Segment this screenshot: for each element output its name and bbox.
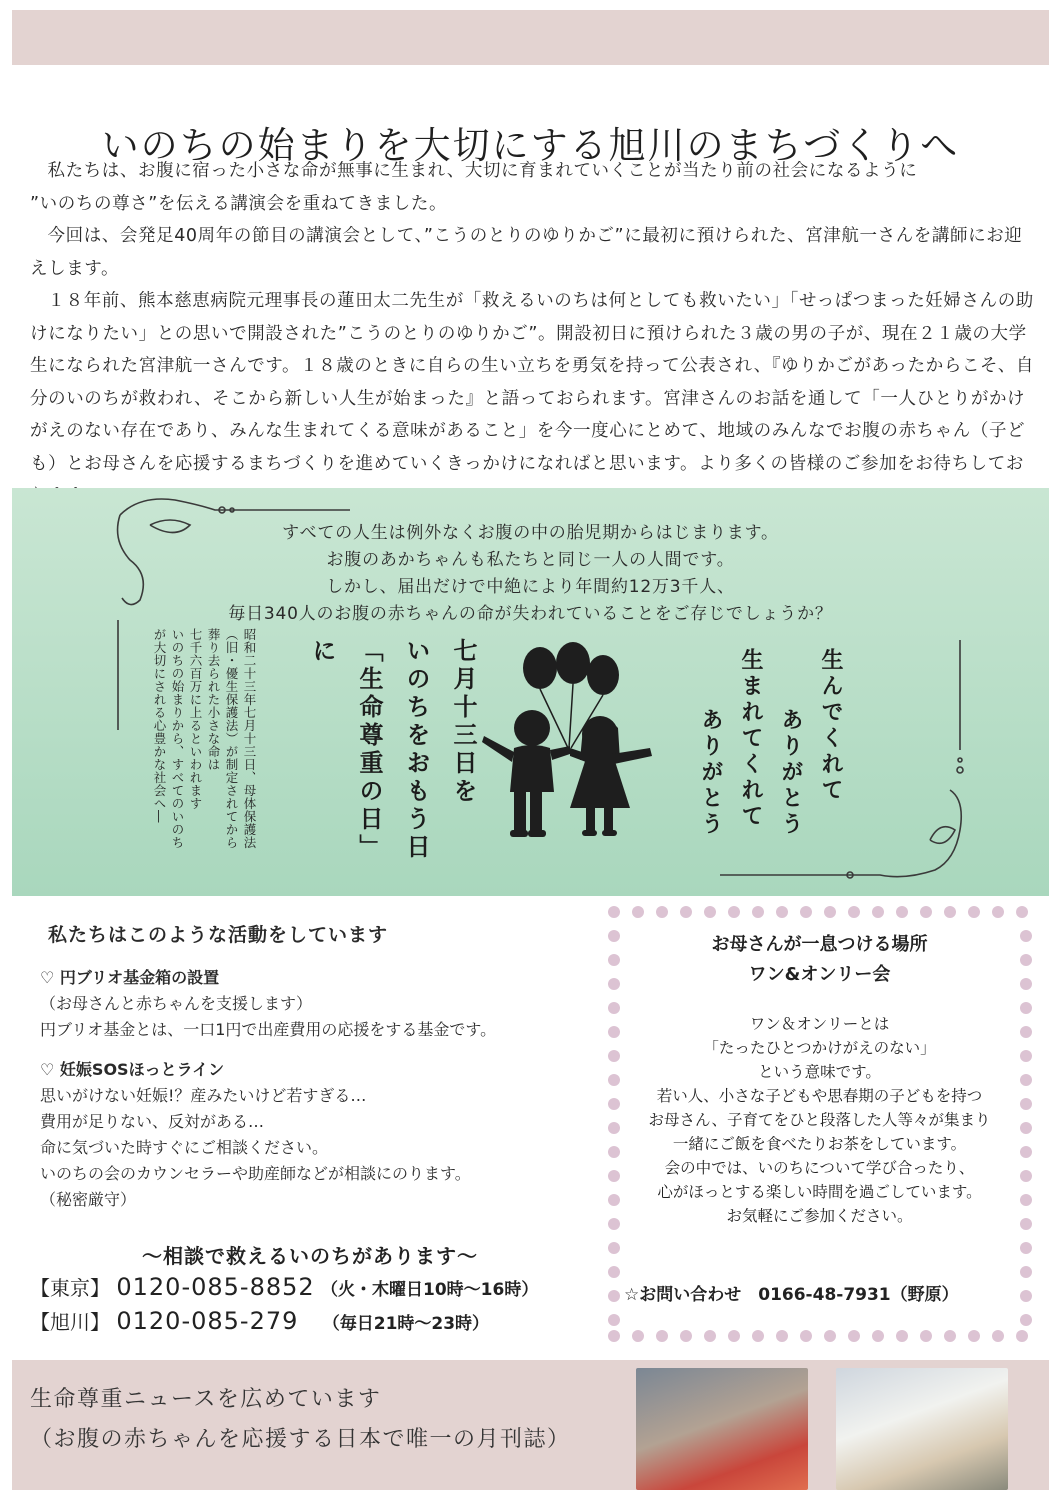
history-line: （旧・優生保護法）が制定されてから: [224, 628, 239, 849]
phone-hours: （毎日21時〜23時）: [322, 1314, 490, 1334]
phone-number[interactable]: 0120-085-279: [116, 1307, 299, 1335]
thanks-line: 生んでくれて: [818, 648, 843, 804]
box-body: [617, 1012, 1022, 1228]
activity-heading: ♡ 妊娠SOSほっとライン: [40, 1060, 225, 1079]
history-vertical-text: [150, 628, 258, 878]
fact-line: お腹のあかちゃんも私たちと同じ一人の人間です。: [326, 550, 735, 570]
thanks-vertical-text: [690, 648, 850, 878]
box-line: 「たったひとつかけがえのない」: [703, 1039, 936, 1057]
activity-line: 円ブリオ基金とは、一口1円で出産費用の応援をする基金です。: [40, 1020, 497, 1039]
group-photo: [636, 1368, 808, 1490]
box-line: という意味です。: [758, 1063, 881, 1081]
history-line: が大切にされる心豊かな社会へ―: [152, 628, 167, 823]
consult-tagline: 〜相談で救えるいのちがあります〜: [142, 1244, 478, 1268]
thanks-line: ありがとう: [698, 708, 723, 838]
life-respect-day-text: [298, 638, 486, 868]
activity-line: （秘密厳守）: [40, 1190, 137, 1209]
history-line: 昭和二十三年七月十三日、母体保護法: [242, 628, 257, 849]
fact-line: 毎日340人のお腹の赤ちゃんの命が失われていることをご存じでしょうか？: [228, 604, 833, 624]
box-line: お母さん、子育てをひと段落した人等々が集まり: [648, 1111, 991, 1129]
activity-heading: ♡ 円ブリオ基金箱の設置: [40, 968, 220, 987]
activity-line: 思いがけない妊娠!？産みたいけど若すぎる…: [40, 1086, 367, 1105]
intro-paragraph: 私たちは、お腹に宿った小さな命が無事に生まれ、大切に育まれていくことが当たり前の社会になるように: [47, 161, 918, 181]
phone-row-asahikawa: [30, 1306, 489, 1335]
activity-line: いのちの会のカウンセラーや助産師などが相談にのります。: [40, 1164, 471, 1183]
one-and-only-content: [617, 930, 1022, 1228]
intro-paragraph: 今回は、会発足40周年の節目の講演会として、”こうのとりのゆりかご”に最初に預けられた、宮津航一さんを講師にお迎えします。: [30, 226, 1023, 279]
box-contact[interactable]: ☆お問い合わせ 0166-48-7931（野原）: [624, 1285, 959, 1305]
box-line: 若い人、小さな子どもや思春期の子どもを持つ: [656, 1087, 983, 1105]
children-balloons-illustration: [470, 630, 670, 850]
news-promo: [30, 1380, 571, 1460]
day-line: 七月十三日を: [449, 638, 477, 806]
history-line: 葬り去られた小さな命は: [206, 628, 221, 771]
phone-area: 【東京】: [30, 1276, 110, 1300]
box-line: ワン＆オンリーとは: [749, 1015, 890, 1033]
meeting-photo: [836, 1368, 1008, 1490]
day-line: いのちをおもう日: [402, 638, 430, 862]
news-line: （お腹の赤ちゃんを応援する日本で唯一の月刊誌）: [30, 1427, 571, 1452]
fact-lines: [0, 520, 1061, 628]
thanks-line: ありがとう: [778, 708, 803, 838]
activities-title: 私たちはこのような活動をしています: [48, 924, 389, 946]
phone-number[interactable]: 0120-085-8852: [116, 1273, 315, 1301]
fact-line: すべての人生は例外なくお腹の中の胎児期からはじまります。: [282, 523, 779, 543]
box-line: お気軽にご参加ください。: [726, 1207, 913, 1225]
history-line: 七千六百万に上るといわれます: [188, 628, 203, 810]
history-line: いのちの始まりから、すべてのいのち: [170, 628, 185, 849]
day-line: 「生命尊重の日」に: [308, 638, 383, 862]
activity-line: 命に気づいた時すぐにご相談ください。: [40, 1138, 329, 1157]
intro-paragraph: ”いのちの尊さ”を伝える講演会を重ねてきました。: [30, 193, 448, 214]
activities-section: [40, 920, 600, 1213]
box-title: ワン&オンリー会: [748, 964, 891, 985]
news-line: 生命尊重ニュースを広めています: [30, 1387, 382, 1412]
box-line: 心がほっとする楽しい時間を過ごしています。: [657, 1183, 982, 1201]
phone-hours: （火・木曜日10時〜16時）: [321, 1280, 539, 1300]
intro-paragraph: １８年前、熊本慈恵病院元理事長の蓮田太二先生が「救えるいのちは何としても救いたい」「せっぱつまった妊婦さんの助けになりたい」との思いで開設された”こうのとりのゆりかご”。開設初日に預けられた３歳の男の子が、現在２１歳の大学生になられた宮津航一さんです。１８歳のときに自らの生い立ちを勇気を持って公表され、『ゆりかごがあったからこそ、自分のいのちが救われ、そこから新しい人生が始まった』と語っておられます。宮津さんのお話を通して「一人ひとりがかけがえのない存在であり、みんな生まれてくる意味があること」を今一度心にとめて、地域のみんなでお腹の赤ちゃん（子ども）とお母さんを応援するまちづくりを進めていくきっかけになればと思います。より多くの皆様のご参加をお待ちしてお: [30, 291, 1034, 474]
activity-line: （お母さんと赤ちゃんを支援します）: [40, 994, 313, 1013]
intro-text: [30, 155, 1040, 513]
phone-row-tokyo: [30, 1272, 538, 1301]
box-line: 会の中では、いのちについて学び合ったり、: [664, 1159, 975, 1177]
box-line: 一緒にご飯を食べたりお茶をしています。: [672, 1135, 967, 1153]
phone-area: 【旭川】: [30, 1310, 110, 1334]
headline: いのちの始まりを大切にする旭川のまちづくりへ: [101, 123, 960, 167]
thanks-line: 生まれてくれて: [738, 648, 763, 830]
box-title: お母さんが一息つける場所: [711, 934, 928, 955]
fact-line: しかし、届出だけで中絶により年間約12万3千人、: [326, 577, 735, 597]
activity-line: 費用が足りない、反対がある…: [40, 1112, 265, 1131]
top-band: [12, 10, 1049, 65]
